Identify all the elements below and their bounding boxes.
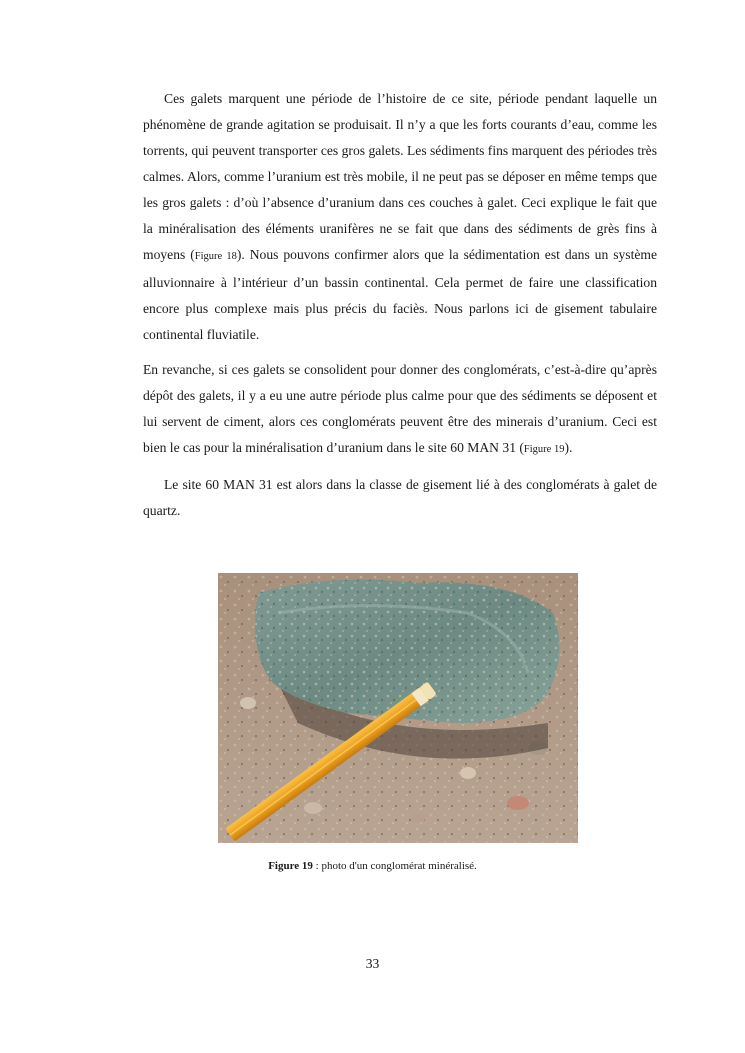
figure-18-reference: Figure 18 (194, 251, 237, 262)
paragraph-2 (143, 357, 657, 463)
figure-caption-text: : photo d'un conglomérat minéralisé. (312, 860, 477, 872)
paragraph-1-text: Ces galets marquent une période de l’histoire de ce site, période pendant laquelle un phénomène de grande agitation se produisait. Il n’y a que les forts courants d’eau, comme les torrents, qui peuvent transporter ces gros galets. Les sédiments fins marquent des périodes très calmes. Alors, comme l’uranium est très mobile, il ne peut pas se déposer en même temps que les gros galets : d’où l’absence d’uranium dans ces couches à galet. Ceci explique le fait que la minéralisation des éléments uranifères ne se fait que dans des sédiments de grès fins à moyens ( (143, 91, 657, 262)
conglomerate-photo (218, 573, 578, 843)
paragraph-2-text: En revanche, si ces galets se consolident pour donner des conglomérats, c’est-à-dire qu’après dépôt des galets, il y a eu une autre période plus calme pour que des sédiments se déposent et lui servent de ciment, alors ces conglomérats peuvent être des minerais d’uranium. Ceci est bien le cas pour la minéralisation d’uranium dans le site 60 MAN 31 ( (143, 362, 657, 455)
paragraph-2-text-end: ). (564, 440, 573, 455)
paragraph-1-text-end: ). Nous pouvons confirmer alors que la sédimentation est dans un système alluvionnaire à l’intérieur d’un bassin continental. Cela permet de faire une classification encore plus complexe mais plus précis du faciès. Nous parlons ici de gisement tabulaire continental fluviatile. (143, 247, 658, 342)
figure-caption (0, 860, 745, 872)
figure-caption-label: Figure 19 (268, 860, 313, 872)
paragraph-1 (143, 86, 657, 348)
page-body (143, 86, 657, 524)
page-number: 33 (365, 956, 380, 971)
figure-19-reference: Figure 19 (523, 444, 565, 455)
paragraph-3: Le site 60 MAN 31 est alors dans la classe de gisement lié à des conglomérats à galet de quartz. (143, 477, 657, 518)
